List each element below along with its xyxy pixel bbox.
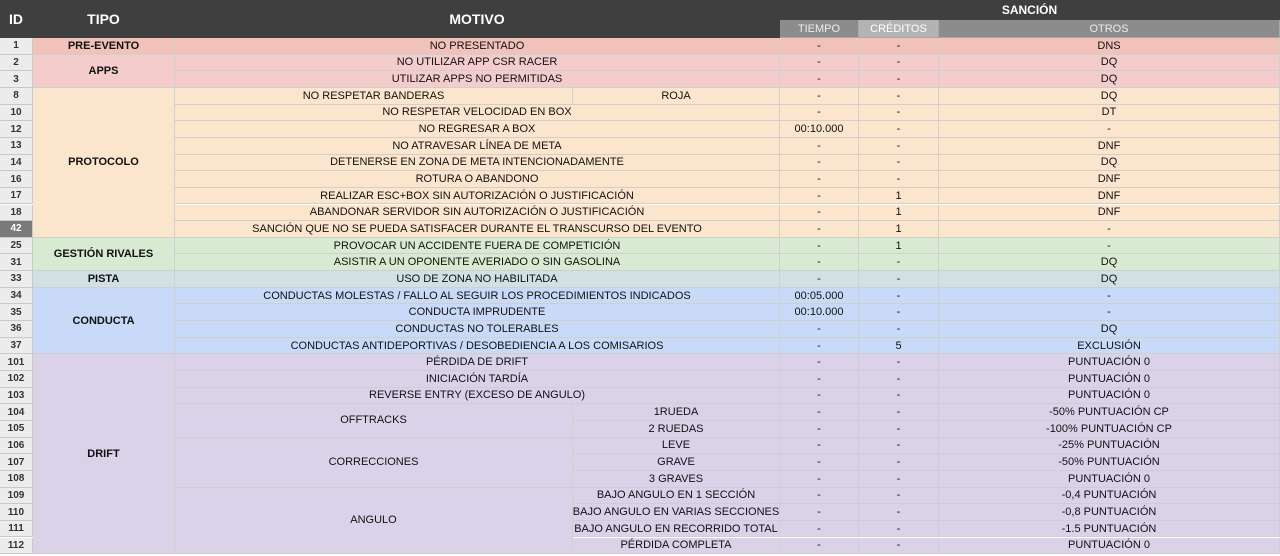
creditos-cell[interactable]: - xyxy=(859,38,939,55)
row-id[interactable]: 2 xyxy=(0,55,33,72)
creditos-cell[interactable]: - xyxy=(859,521,939,538)
otros-cell[interactable]: PUNTUACIÓN 0 xyxy=(939,538,1280,555)
row-id[interactable]: 107 xyxy=(0,454,33,471)
row-id[interactable]: 111 xyxy=(0,521,33,538)
otros-cell[interactable]: DQ xyxy=(939,55,1280,72)
motivo-cell[interactable]: UTILIZAR APPS NO PERMITIDAS xyxy=(175,71,780,88)
row-id[interactable]: 105 xyxy=(0,421,33,438)
detalle-cell[interactable]: BAJO ANGULO EN VARIAS SECCIONES xyxy=(573,504,780,521)
creditos-cell[interactable]: - xyxy=(859,454,939,471)
creditos-cell[interactable]: 1 xyxy=(859,188,939,205)
row-id[interactable]: 34 xyxy=(0,288,33,305)
tiempo-cell[interactable]: - xyxy=(780,521,859,538)
creditos-cell[interactable]: - xyxy=(859,488,939,505)
header-tipo[interactable]: TIPO xyxy=(33,0,175,38)
tiempo-cell[interactable]: - xyxy=(780,338,859,355)
tiempo-cell[interactable]: - xyxy=(780,221,859,238)
creditos-cell[interactable]: - xyxy=(859,138,939,155)
row-id[interactable]: 42 xyxy=(0,221,33,238)
otros-cell[interactable]: DNS xyxy=(939,38,1280,55)
tiempo-cell[interactable]: - xyxy=(780,271,859,288)
creditos-cell[interactable]: - xyxy=(859,171,939,188)
detalle-cell[interactable]: 1RUEDA xyxy=(573,404,780,421)
motivo-cell[interactable]: INICIACIÓN TARDÍA xyxy=(175,371,780,388)
motivo-cell[interactable]: NO RESPETAR BANDERAS xyxy=(175,88,573,105)
tiempo-cell[interactable]: - xyxy=(780,504,859,521)
creditos-cell[interactable]: - xyxy=(859,121,939,138)
row-id[interactable]: 36 xyxy=(0,321,33,338)
tiempo-cell[interactable]: - xyxy=(780,254,859,271)
tipo-cell[interactable]: CONDUCTA xyxy=(33,288,175,355)
otros-cell[interactable]: DQ xyxy=(939,321,1280,338)
motivo-cell[interactable]: NO RESPETAR VELOCIDAD EN BOX xyxy=(175,105,780,122)
creditos-cell[interactable]: 1 xyxy=(859,205,939,222)
row-id[interactable]: 104 xyxy=(0,404,33,421)
detalle-cell[interactable]: GRAVE xyxy=(573,454,780,471)
motivo-cell[interactable]: REALIZAR ESC+BOX SIN AUTORIZACIÓN O JUSTIFICACIÓN xyxy=(175,188,780,205)
otros-cell[interactable]: PUNTUACIÓN 0 xyxy=(939,471,1280,488)
motivo-cell[interactable]: NO REGRESAR A BOX xyxy=(175,121,780,138)
row-id[interactable]: 109 xyxy=(0,488,33,505)
creditos-cell[interactable]: - xyxy=(859,88,939,105)
motivo-cell[interactable]: SANCIÓN QUE NO SE PUEDA SATISFACER DURANTE EL TRANSCURSO DEL EVENTO xyxy=(175,221,780,238)
header-tiempo[interactable]: TIEMPO xyxy=(780,20,859,38)
tiempo-cell[interactable]: 00:10.000 xyxy=(780,121,859,138)
creditos-cell[interactable]: - xyxy=(859,304,939,321)
tiempo-cell[interactable]: - xyxy=(780,538,859,555)
motivo-cell[interactable]: REVERSE ENTRY (EXCESO DE ANGULO) xyxy=(175,388,780,405)
creditos-cell[interactable]: - xyxy=(859,471,939,488)
creditos-cell[interactable]: - xyxy=(859,254,939,271)
otros-cell[interactable]: -100% PUNTUACIÓN CP xyxy=(939,421,1280,438)
otros-cell[interactable]: DQ xyxy=(939,254,1280,271)
row-id[interactable]: 1 xyxy=(0,38,33,55)
tiempo-cell[interactable]: - xyxy=(780,404,859,421)
header-motivo[interactable]: MOTIVO xyxy=(175,0,780,38)
tipo-cell[interactable]: DRIFT xyxy=(33,354,175,554)
tiempo-cell[interactable]: - xyxy=(780,454,859,471)
creditos-cell[interactable]: - xyxy=(859,438,939,455)
otros-cell[interactable]: EXCLUSIÓN xyxy=(939,338,1280,355)
detalle-cell[interactable]: PÉRDIDA COMPLETA xyxy=(573,538,780,555)
row-id[interactable]: 102 xyxy=(0,371,33,388)
motivo-cell[interactable]: ROTURA O ABANDONO xyxy=(175,171,780,188)
creditos-cell[interactable]: - xyxy=(859,55,939,72)
creditos-cell[interactable]: 5 xyxy=(859,338,939,355)
otros-cell[interactable]: -50% PUNTUACIÓN CP xyxy=(939,404,1280,421)
motivo-cell[interactable]: CONDUCTAS MOLESTAS / FALLO AL SEGUIR LOS PROCEDIMIENTOS INDICADOS xyxy=(175,288,780,305)
row-id[interactable]: 112 xyxy=(0,538,33,555)
otros-cell[interactable]: -0,4 PUNTUACIÓN xyxy=(939,488,1280,505)
tiempo-cell[interactable]: - xyxy=(780,238,859,255)
header-id[interactable]: ID xyxy=(0,0,33,38)
tiempo-cell[interactable]: - xyxy=(780,71,859,88)
otros-cell[interactable]: DNF xyxy=(939,205,1280,222)
creditos-cell[interactable]: - xyxy=(859,155,939,172)
motivo-cell[interactable]: ASISTIR A UN OPONENTE AVERIADO O SIN GASOLINA xyxy=(175,254,780,271)
otros-cell[interactable]: PUNTUACIÓN 0 xyxy=(939,388,1280,405)
detalle-cell[interactable]: LEVE xyxy=(573,438,780,455)
otros-cell[interactable]: PUNTUACIÓN 0 xyxy=(939,371,1280,388)
tiempo-cell[interactable]: - xyxy=(780,438,859,455)
row-id[interactable]: 33 xyxy=(0,271,33,288)
tiempo-cell[interactable]: - xyxy=(780,471,859,488)
tiempo-cell[interactable]: - xyxy=(780,205,859,222)
row-id[interactable]: 12 xyxy=(0,121,33,138)
creditos-cell[interactable]: - xyxy=(859,421,939,438)
tipo-cell[interactable]: GESTIÓN RIVALES xyxy=(33,238,175,271)
creditos-cell[interactable]: - xyxy=(859,388,939,405)
row-id[interactable]: 103 xyxy=(0,388,33,405)
tipo-cell[interactable]: APPS xyxy=(33,55,175,88)
otros-cell[interactable]: -50% PUNTUACIÓN xyxy=(939,454,1280,471)
tiempo-cell[interactable]: - xyxy=(780,388,859,405)
row-id[interactable]: 106 xyxy=(0,438,33,455)
otros-cell[interactable]: DQ xyxy=(939,71,1280,88)
otros-cell[interactable]: - xyxy=(939,238,1280,255)
creditos-cell[interactable]: - xyxy=(859,404,939,421)
tiempo-cell[interactable]: - xyxy=(780,105,859,122)
row-id[interactable]: 101 xyxy=(0,354,33,371)
creditos-cell[interactable]: - xyxy=(859,271,939,288)
tiempo-cell[interactable]: - xyxy=(780,171,859,188)
otros-cell[interactable]: -1.5 PUNTUACIÓN xyxy=(939,521,1280,538)
creditos-cell[interactable]: 1 xyxy=(859,221,939,238)
motivo-cell[interactable]: ANGULO xyxy=(175,488,573,555)
otros-cell[interactable]: -0,8 PUNTUACIÓN xyxy=(939,504,1280,521)
tiempo-cell[interactable]: - xyxy=(780,55,859,72)
creditos-cell[interactable]: 1 xyxy=(859,238,939,255)
creditos-cell[interactable]: - xyxy=(859,71,939,88)
detalle-cell[interactable]: ROJA xyxy=(573,88,780,105)
header-creditos[interactable]: CRÉDITOS xyxy=(859,20,939,38)
row-id[interactable]: 108 xyxy=(0,471,33,488)
otros-cell[interactable]: DT xyxy=(939,105,1280,122)
tiempo-cell[interactable]: - xyxy=(780,421,859,438)
otros-cell[interactable]: DNF xyxy=(939,171,1280,188)
detalle-cell[interactable]: 2 RUEDAS xyxy=(573,421,780,438)
row-id[interactable]: 25 xyxy=(0,238,33,255)
motivo-cell[interactable]: NO ATRAVESAR LÍNEA DE META xyxy=(175,138,780,155)
motivo-cell[interactable]: CONDUCTA IMPRUDENTE xyxy=(175,304,780,321)
tiempo-cell[interactable]: - xyxy=(780,38,859,55)
creditos-cell[interactable]: - xyxy=(859,538,939,555)
creditos-cell[interactable]: - xyxy=(859,354,939,371)
motivo-cell[interactable]: PROVOCAR UN ACCIDENTE FUERA DE COMPETICIÓN xyxy=(175,238,780,255)
otros-cell[interactable]: DNF xyxy=(939,138,1280,155)
tipo-cell[interactable]: PROTOCOLO xyxy=(33,88,175,238)
row-id[interactable]: 8 xyxy=(0,88,33,105)
row-id[interactable]: 17 xyxy=(0,188,33,205)
creditos-cell[interactable]: - xyxy=(859,371,939,388)
row-id[interactable]: 31 xyxy=(0,254,33,271)
row-id[interactable]: 18 xyxy=(0,205,33,222)
detalle-cell[interactable]: BAJO ANGULO EN 1 SECCIÓN xyxy=(573,488,780,505)
motivo-cell[interactable]: NO UTILIZAR APP CSR RACER xyxy=(175,55,780,72)
tiempo-cell[interactable]: - xyxy=(780,155,859,172)
motivo-cell[interactable]: OFFTRACKS xyxy=(175,404,573,437)
row-id[interactable]: 35 xyxy=(0,304,33,321)
tiempo-cell[interactable]: - xyxy=(780,488,859,505)
tiempo-cell[interactable]: - xyxy=(780,138,859,155)
motivo-cell[interactable]: CONDUCTAS ANTIDEPORTIVAS / DESOBEDIENCIA A LOS COMISARIOS xyxy=(175,338,780,355)
row-id[interactable]: 3 xyxy=(0,71,33,88)
otros-cell[interactable]: DQ xyxy=(939,88,1280,105)
creditos-cell[interactable]: - xyxy=(859,321,939,338)
detalle-cell[interactable]: 3 GRAVES xyxy=(573,471,780,488)
otros-cell[interactable]: PUNTUACIÓN 0 xyxy=(939,354,1280,371)
motivo-cell[interactable]: CONDUCTAS NO TOLERABLES xyxy=(175,321,780,338)
otros-cell[interactable]: - xyxy=(939,288,1280,305)
otros-cell[interactable]: - xyxy=(939,221,1280,238)
motivo-cell[interactable]: DETENERSE EN ZONA DE META INTENCIONADAMENTE xyxy=(175,155,780,172)
tiempo-cell[interactable]: - xyxy=(780,354,859,371)
header-otros[interactable]: OTROS xyxy=(939,20,1280,38)
otros-cell[interactable]: DQ xyxy=(939,155,1280,172)
row-id[interactable]: 13 xyxy=(0,138,33,155)
tiempo-cell[interactable]: - xyxy=(780,371,859,388)
tipo-cell[interactable]: PRE-EVENTO xyxy=(33,38,175,55)
motivo-cell[interactable]: ABANDONAR SERVIDOR SIN AUTORIZACIÓN O JUSTIFICACIÓN xyxy=(175,205,780,222)
row-id[interactable]: 37 xyxy=(0,338,33,355)
row-id[interactable]: 10 xyxy=(0,105,33,122)
tiempo-cell[interactable]: - xyxy=(780,321,859,338)
motivo-cell[interactable]: CORRECCIONES xyxy=(175,438,573,488)
motivo-cell[interactable]: NO PRESENTADO xyxy=(175,38,780,55)
otros-cell[interactable]: - xyxy=(939,121,1280,138)
tipo-cell[interactable]: PISTA xyxy=(33,271,175,288)
otros-cell[interactable]: DNF xyxy=(939,188,1280,205)
otros-cell[interactable]: - xyxy=(939,304,1280,321)
creditos-cell[interactable]: - xyxy=(859,504,939,521)
creditos-cell[interactable]: - xyxy=(859,105,939,122)
tiempo-cell[interactable]: - xyxy=(780,88,859,105)
motivo-cell[interactable]: USO DE ZONA NO HABILITADA xyxy=(175,271,780,288)
row-id[interactable]: 14 xyxy=(0,155,33,172)
tiempo-cell[interactable]: - xyxy=(780,188,859,205)
creditos-cell[interactable]: - xyxy=(859,288,939,305)
motivo-cell[interactable]: PÉRDIDA DE DRIFT xyxy=(175,354,780,371)
row-id[interactable]: 16 xyxy=(0,171,33,188)
otros-cell[interactable]: DQ xyxy=(939,271,1280,288)
detalle-cell[interactable]: BAJO ANGULO EN RECORRIDO TOTAL xyxy=(573,521,780,538)
header-sancion[interactable]: SANCIÓN xyxy=(780,0,1280,20)
otros-cell[interactable]: -25% PUNTUACIÓN xyxy=(939,438,1280,455)
tiempo-cell[interactable]: 00:10.000 xyxy=(780,304,859,321)
tiempo-cell[interactable]: 00:05.000 xyxy=(780,288,859,305)
row-id[interactable]: 110 xyxy=(0,504,33,521)
